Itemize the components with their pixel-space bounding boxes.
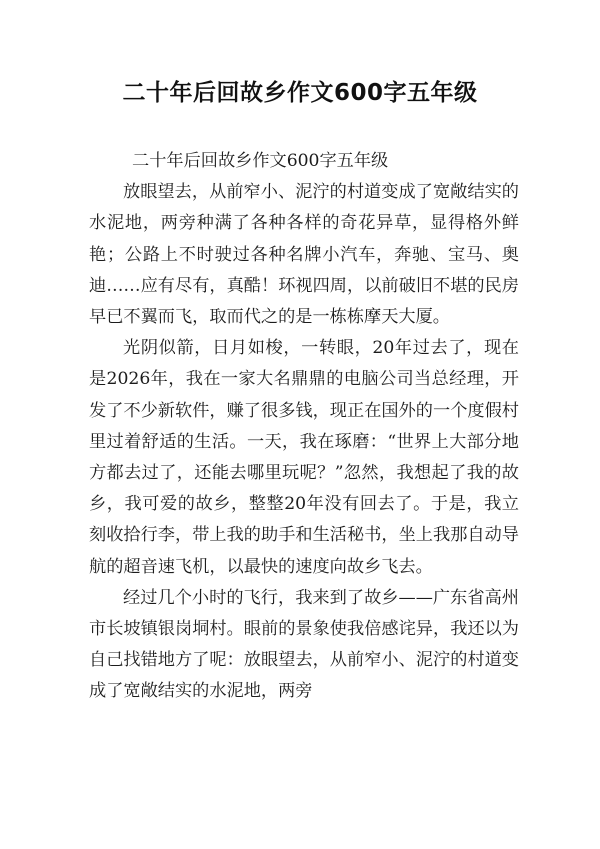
- body-paragraph: 光阴似箭，日月如梭，一转眼，20年过去了，现在是2026年，我在一家大名鼎鼎的电脑公司当总经理，开发了不少新软件，赚了很多钱，现正在国外的一个度假村里过着舒适的生活。一天，我在琢磨：“世界上大部分地方都去过了，还能去哪里玩呢？”忽然，我想起了我的故乡，我可爱的故乡，整整20年没有回去了。于是，我立刻收拾行李，带上我的助手和生活秘书，坐上我那自动导航的超音速飞机，以最快的速度向故乡飞去。: [89, 338, 519, 577]
- subtitle-paragraph: 二十年后回故乡作文600字五年级: [132, 151, 389, 171]
- document-title: 二十年后回故乡作文600字五年级: [122, 80, 478, 106]
- document-body: [89, 146, 519, 708]
- body-paragraph: 放眼望去，从前窄小、泥泞的村道变成了宽敞结实的水泥地，两旁种满了各种各样的奇花异草，显得格外鲜艳；公路上不时驶过各种名牌小汽车，奔驰、宝马、奥迪……应有尽有，真酷！环视四周，以前破旧不堪的民房早已不翼而飞，取而代之的是一栋栋摩天大厦。: [89, 182, 519, 328]
- body-paragraph: 经过几个小时的飞行，我来到了故乡——广东省高州市长坡镇银岗垌村。眼前的景象使我倍感诧异，我还以为自己找错地方了呢：放眼望去，从前窄小、泥泞的村道变成了宽敞结实的水泥地，两旁: [89, 587, 519, 702]
